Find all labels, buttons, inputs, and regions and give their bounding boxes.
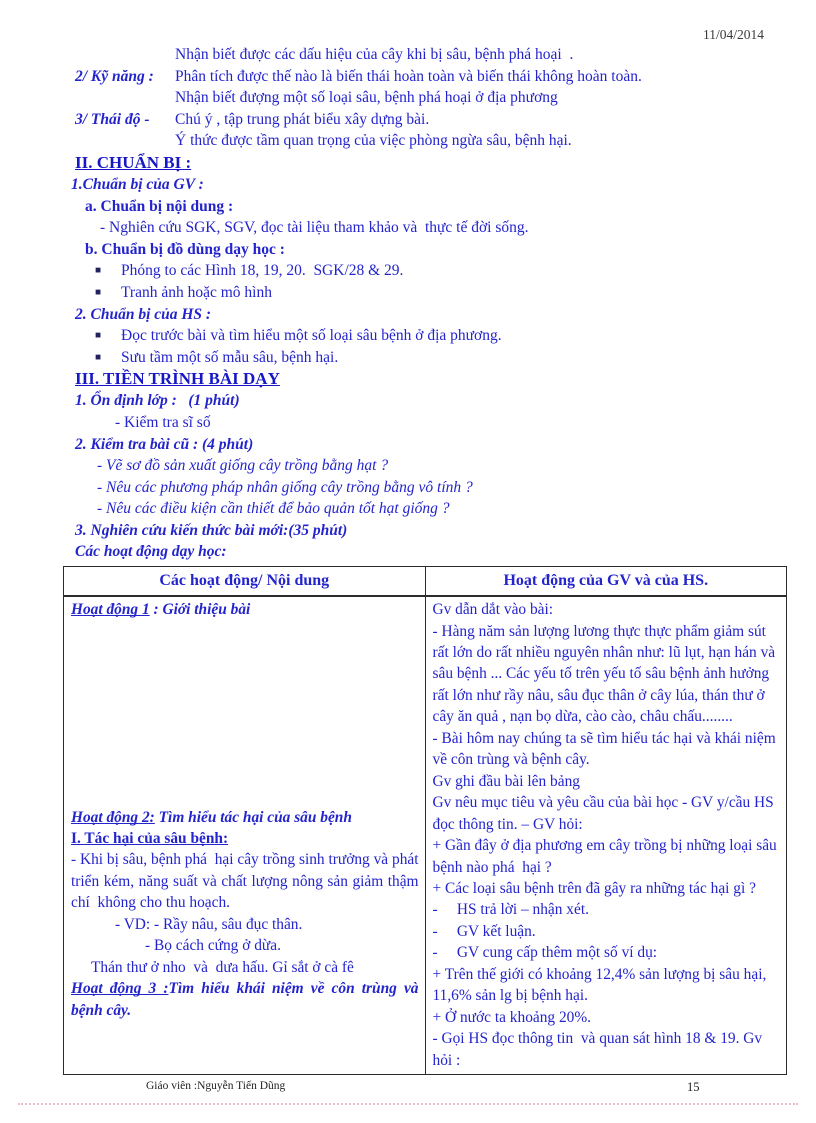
gv-line-12: + Ở nước ta khoảng 20%. xyxy=(432,1008,592,1026)
content-preparation-heading: a. Chuẩn bị nội dung : xyxy=(85,197,234,215)
gv-line-5: Gv nêu mục tiêu và yêu cầu của bài học - GV y/cầu HS đọc thông tin. – GV hỏi: xyxy=(432,794,778,833)
hs-item-2 xyxy=(95,347,789,369)
gv-line-3: - Bài hôm nay chúng ta sẽ tìm hiểu tác hại và khái niệm về côn trùng và bệnh cây. xyxy=(432,729,780,769)
bullet-square-icon: ■ xyxy=(95,265,102,277)
skill-label: 2/ Kỹ năng : xyxy=(75,67,154,85)
gv-preparation-heading: 1.Chuẩn bị của GV : xyxy=(71,175,204,193)
gv-line-7: + Các loại sâu bệnh trên đã gây ra những tác hại gì ? xyxy=(432,879,756,897)
footer-teacher-name: Giáo viên :Nguyễn Tiến Dũng xyxy=(146,1080,286,1092)
procedure-step-3: 3. Nghiên cứu kiến thức bài mới:(35 phút) xyxy=(75,521,348,539)
tools-item-2-text: Tranh ảnh hoặc mô hình xyxy=(121,283,272,301)
bullet-square-icon: ■ xyxy=(95,330,102,342)
gv-line-2: - Hàng năm sản lượng lương thực thực phẩm giảm sút rất lớn do rất nhiều nguyên nhân như: lũ lụt, hạn hán và sâu bệnh ... Các yếu tố trên yếu tố sâu bệnh ảnh hưởng rất lớn như rầy nâu, sâu đục thân ở cây lúa, thán thư ở cây ăn quả , nạn bọ dừa, cào cào, châu chấu........ xyxy=(432,622,783,726)
gv-line-10: - GV cung cấp thêm một số ví dụ: xyxy=(432,944,658,962)
gv-line-13: - Gọi HS đọc thông tin và quan sát hình 18 & 19. Gv hỏi : xyxy=(432,1030,766,1069)
example-line-1: - VD: - Rầy nâu, sâu đục thân. xyxy=(115,915,303,933)
left-cell-spacer xyxy=(71,621,419,807)
attitude-text: Chú ý , tập trung phát biểu xây dựng bài. xyxy=(175,110,430,128)
table-cell-gv-hs xyxy=(425,596,787,1074)
bullet-square-icon: ■ xyxy=(95,286,102,298)
hs-preparation-heading: 2. Chuẩn bị của HS : xyxy=(75,305,212,323)
harm-paragraph: - Khi bị sâu, bệnh phá hại cây trồng sinh trưởng và phát triển kém, năng suất và chất lượng nông sản giảm thậm chí không cho thu hoạch. xyxy=(71,851,423,912)
activities-table-header-row xyxy=(64,567,787,597)
procedure-step-1-item: - Kiểm tra sĩ số xyxy=(115,413,211,431)
activity-2-title: Hoạt động 2: Tìm hiểu tác hại của sâu bệnh xyxy=(71,808,352,826)
table-cell-activities xyxy=(64,596,426,1074)
table-header-right: Hoạt động của GV và của HS. xyxy=(425,567,787,597)
hs-item-2-text: Sưu tầm một số mẫu sâu, bệnh hại. xyxy=(121,348,339,366)
bullet-square-icon: ■ xyxy=(95,351,102,363)
example-line-2: - Bọ cách cứng ở dừa. xyxy=(145,937,281,955)
gv-line-8: - HS trả lời – nhận xét. xyxy=(432,901,589,919)
page-boundary-dotted-line xyxy=(18,1103,798,1105)
section-heading-preparation: II. CHUẨN BỊ : xyxy=(75,152,192,172)
procedure-step-2-item-1: - Vẽ sơ đồ sản xuất giống cây trồng bằng hạt ? xyxy=(97,457,389,475)
page-date: 11/04/2014 xyxy=(702,27,764,42)
objective-skill-row xyxy=(63,66,789,88)
activities-label: Các hoạt động dạy học: xyxy=(75,543,227,561)
example-line-3: Thán thư ở nho và dưa hấu. Gỉ sắt ở cà fê xyxy=(91,958,354,976)
procedure-step-2: 2. Kiểm tra bài cũ : (4 phút) xyxy=(75,435,254,453)
gv-line-4: Gv ghi đầu bài lên bảng xyxy=(432,772,580,790)
tools-preparation-heading: b. Chuẩn bị đồ dùng dạy học : xyxy=(85,240,285,258)
gv-line-11: + Trên thế giới có khoảng 12,4% sản lượng bị sâu hại, 11,6% sản lg bị bệnh hại. xyxy=(432,965,771,1005)
procedure-step-2-item-3: - Nêu các điều kiện cần thiết để bảo quản tốt hạt giống ? xyxy=(97,500,450,518)
attitude-label: 3/ Thái độ - xyxy=(75,110,150,128)
objective-knowledge-line: Nhận biết được các dấu hiệu của cây khi bị sâu, bệnh phá hoại . xyxy=(175,46,574,63)
gv-line-1: Gv dẫn dắt vào bài: xyxy=(432,601,554,619)
procedure-step-1: 1. Ổn định lớp : (1 phút) xyxy=(75,392,240,410)
skill-text-2: Nhận biết đượng một số loại sâu, bệnh phá hoại ở địa phương xyxy=(175,89,558,107)
content-preparation-item: - Nghiên cứu SGK, SGV, đọc tài liệu tham khảo và thực tế đời sống. xyxy=(100,219,529,237)
tools-item-1-text: Phóng to các Hình 18, 19, 20. SGK/28 & 29. xyxy=(121,262,404,280)
procedure-step-2-item-2: - Nêu các phương pháp nhân giống cây trồng bằng vô tính ? xyxy=(97,478,473,496)
tools-item-2 xyxy=(95,282,789,304)
activity-1-title: Hoạt động 1 : Giới thiệu bài xyxy=(71,601,251,619)
gv-line-9: - GV kết luận. xyxy=(432,922,536,940)
skill-text: Phân tích được thế nào là biến thái hoàn toàn và biến thái không hoàn toàn. xyxy=(175,67,642,85)
activities-table xyxy=(63,566,787,1075)
tools-item-1 xyxy=(95,260,789,282)
activities-table-body-row xyxy=(64,596,787,1074)
footer-page-number: 15 xyxy=(687,1080,700,1094)
hs-item-1 xyxy=(95,325,789,347)
hs-item-1-text: Đọc trước bài và tìm hiểu một số loại sâu bệnh ở địa phương. xyxy=(121,327,502,345)
section-heading-procedure: III. TIỀN TRÌNH BÀI DẠY xyxy=(75,369,280,389)
table-header-left: Các hoạt động/ Nội dung xyxy=(64,567,426,597)
objective-attitude-row xyxy=(63,109,789,131)
attitude-text-2: Ý thức được tầm quan trọng của việc phòng ngừa sâu, bệnh hại. xyxy=(175,132,572,150)
harm-section-heading: I. Tác hại của sâu bệnh: xyxy=(71,829,229,847)
document-body xyxy=(63,44,789,1075)
activity-3-title: Hoạt động 3 :Tìm hiểu khái niệm về côn trùng và bệnh cây. xyxy=(71,980,423,1019)
gv-line-6: + Gần đây ở địa phương em cây trồng bị những loại sâu bệnh nào phá hại ? xyxy=(432,837,781,876)
